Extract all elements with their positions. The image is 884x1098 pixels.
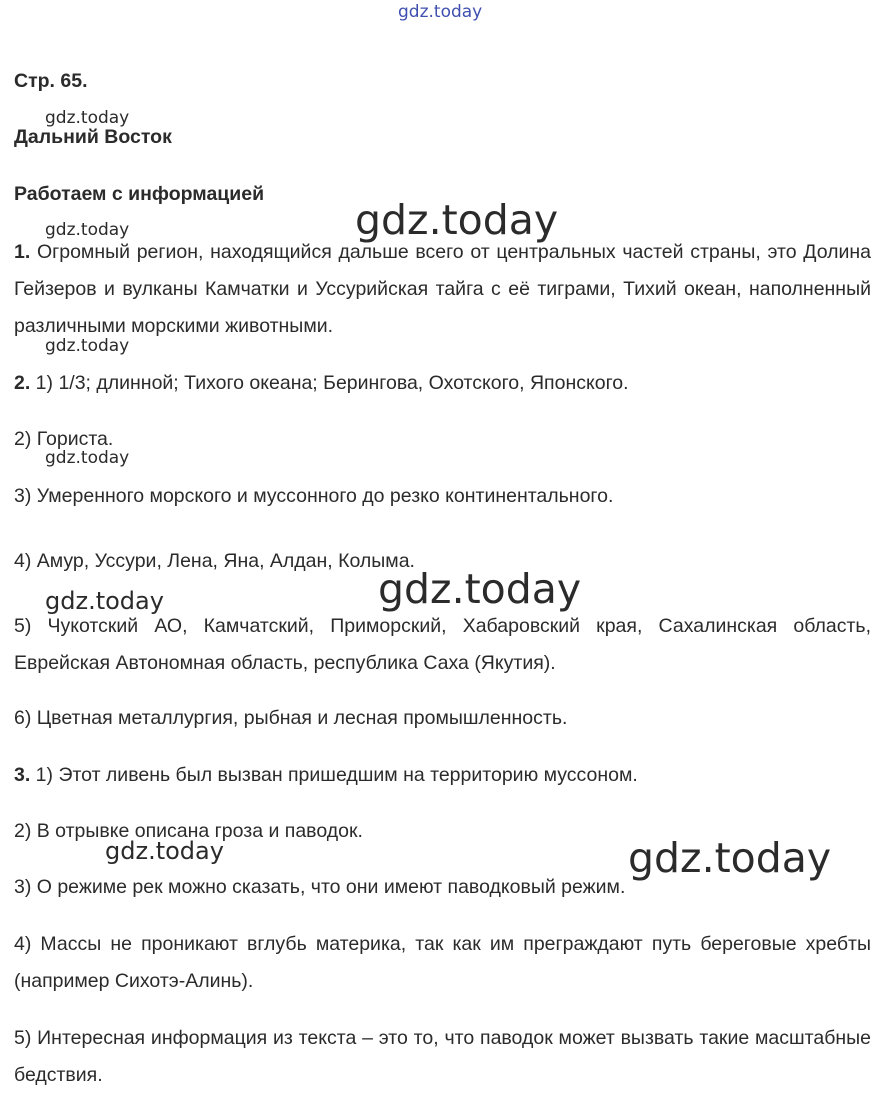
answer-text: 1) 1/3; длинной; Тихого океана; Берингова, Охотского, Японского. bbox=[30, 372, 629, 394]
page-number: Стр. 65. bbox=[14, 70, 88, 92]
answer-number: 1. bbox=[14, 241, 31, 263]
answer-2-6 bbox=[14, 700, 871, 737]
answer-3-3 bbox=[14, 869, 871, 906]
answer-text: 4) Массы не проникают вглубь материка, так как им преграждают путь береговые хребты (например Сихотэ-Алинь). bbox=[14, 933, 871, 992]
answer-text: 4) Амур, Уссури, Лена, Яна, Алдан, Колыма. bbox=[14, 550, 415, 572]
watermark-top: gdz.today bbox=[398, 2, 483, 22]
answer-number: 3. bbox=[14, 764, 31, 786]
answer-number: 2. bbox=[14, 372, 31, 394]
answer-1 bbox=[14, 234, 871, 345]
answer-3-5 bbox=[14, 1020, 871, 1094]
answer-text: 2) В отрывке описана гроза и паводок. bbox=[14, 820, 363, 842]
answer-text: 5) Интересная информация из текста – это то, что паводок может вызвать такие масштабные бедствия. bbox=[14, 1027, 871, 1086]
answer-3-4 bbox=[14, 926, 871, 1000]
watermark: gdz.today bbox=[45, 336, 130, 356]
answer-3-2 bbox=[14, 813, 871, 850]
watermark: gdz.today bbox=[45, 587, 164, 615]
answer-text: 5) Чукотский АО, Камчатский, Приморский, Хабаровский края, Сахалинская область, Еврейская Автономная область, республика Саха (Якутия). bbox=[14, 615, 871, 674]
answer-text: 3) О режиме рек можно сказать, что они имеют паводковый режим. bbox=[14, 876, 626, 898]
watermark-large: gdz.today bbox=[378, 565, 582, 613]
page-title: Дальний Восток bbox=[14, 126, 172, 148]
answer-text: 6) Цветная металлургия, рыбная и лесная промышленность. bbox=[14, 707, 568, 729]
answer-2-5 bbox=[14, 608, 871, 682]
watermark: gdz.today bbox=[105, 837, 224, 865]
answer-2-3 bbox=[14, 478, 871, 515]
answer-text: Огромный регион, находящийся дальше всего от центральных частей страны, это Долина Гейзеров и вулканы Камчатки и Уссурийская тайга с её тиграми, Тихий океан, наполненный различными морскими животными. bbox=[14, 241, 871, 337]
watermark-large: gdz.today bbox=[355, 196, 559, 244]
answer-2-4 bbox=[14, 543, 871, 580]
answer-text: 3) Умеренного морского и муссонного до резко континентального. bbox=[14, 485, 614, 507]
section-title: Работаем с информацией bbox=[14, 183, 265, 205]
watermark-large: gdz.today bbox=[628, 834, 832, 882]
answer-text: 2) Гориста. bbox=[14, 428, 114, 450]
answer-text: 1) Этот ливень был вызван пришедшим на территорию муссоном. bbox=[30, 764, 638, 786]
answer-2-2 bbox=[14, 421, 871, 458]
watermark: gdz.today bbox=[45, 108, 130, 128]
answer-2-1 bbox=[14, 365, 871, 402]
answer-3-1 bbox=[14, 757, 871, 794]
watermark: gdz.today bbox=[45, 448, 130, 468]
watermark: gdz.today bbox=[45, 220, 130, 240]
